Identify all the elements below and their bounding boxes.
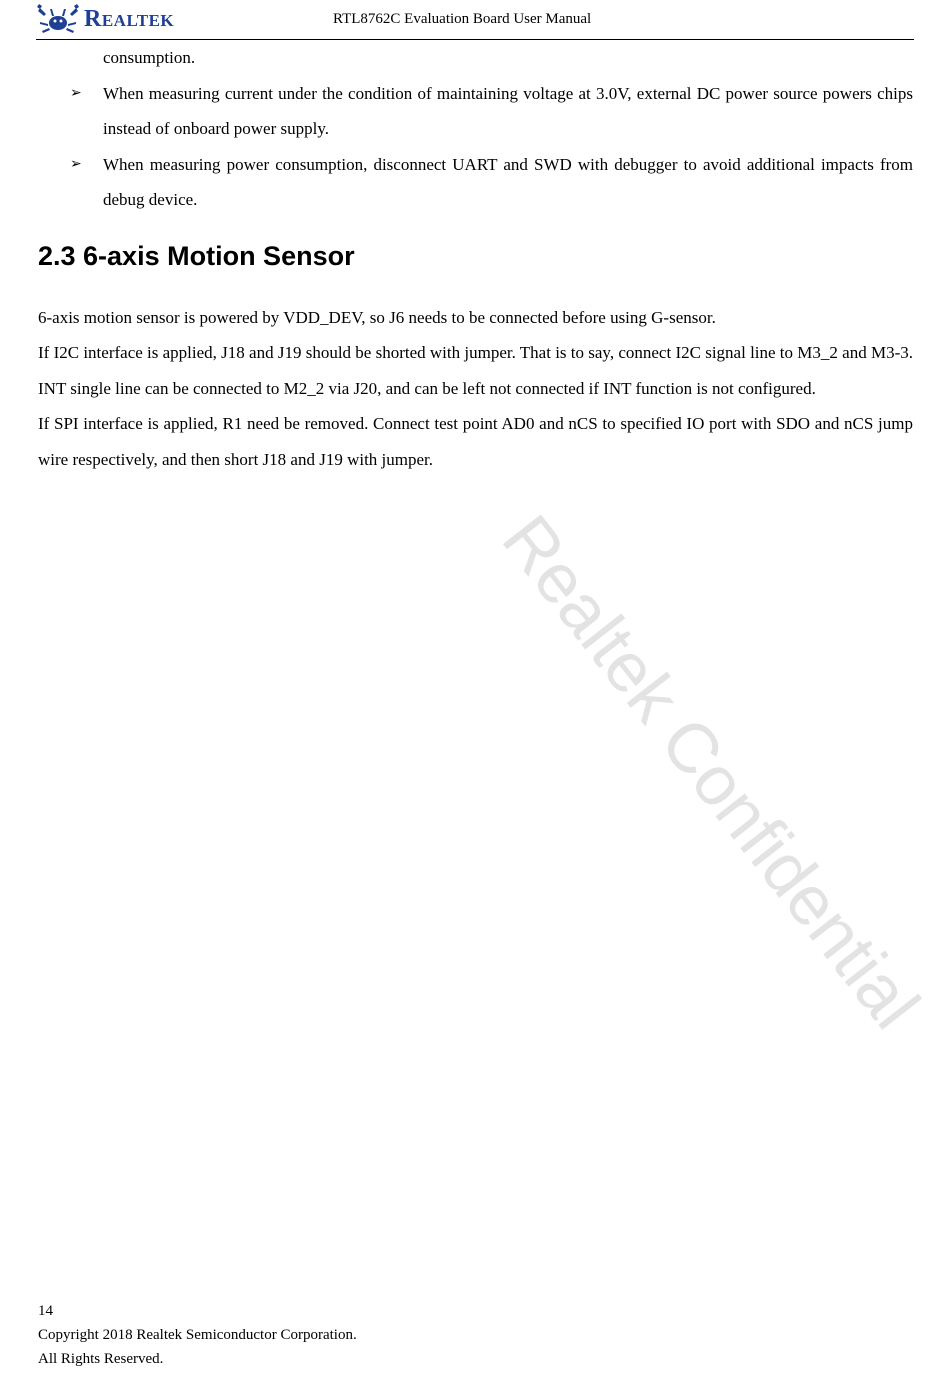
bullet-item — [38, 147, 913, 218]
paragraph: 6-axis motion sensor is powered by VDD_DEV, so J6 needs to be connected before using G-sensor. — [38, 307, 716, 327]
paragraph: If I2C interface is applied, J18 and J19 should be shorted with jumper. That is to say, connect I2C signal line to M3_2 and M3-3. INT single line can be connected to M2_2 via J20, and can be left not connected if INT function is not configured. — [38, 343, 913, 398]
logo-text: Realtek — [84, 5, 175, 32]
confidential-watermark — [178, 500, 935, 1043]
arrow-bullet-icon: ➢ — [70, 155, 82, 172]
bullet-item — [38, 76, 913, 147]
page-footer — [38, 1299, 357, 1371]
bullet-text: When measuring power consumption, disconnect UART and SWD with debugger to avoid additional impacts from debug device. — [103, 154, 913, 209]
page-content — [38, 40, 913, 477]
bullet-text: When measuring current under the condition of maintaining voltage at 3.0V, external DC power source powers chips instead of onboard power supply. — [103, 83, 913, 138]
page-number: 14 — [38, 1303, 53, 1319]
rights-text: All Rights Reserved. — [38, 1351, 164, 1367]
realtek-logo — [36, 2, 174, 36]
watermark-text: Realtek Confidential — [487, 500, 935, 1043]
document-title: RTL8762C Evaluation Board User Manual — [333, 11, 592, 27]
page-header — [36, 0, 914, 40]
paragraph: If SPI interface is applied, R1 need be removed. Connect test point AD0 and nCS to specified IO port with SDO and nCS jump wire respectively, and then short J18 and J19 with jumper. — [38, 414, 913, 469]
arrow-bullet-icon: ➢ — [70, 84, 82, 101]
crab-logo-icon — [36, 4, 80, 34]
section-heading: 2.3 6-axis Motion Sensor — [38, 240, 355, 271]
continuation-text: consumption. — [103, 48, 196, 67]
copyright-text: Copyright 2018 Realtek Semiconductor Corporation. — [38, 1327, 357, 1343]
